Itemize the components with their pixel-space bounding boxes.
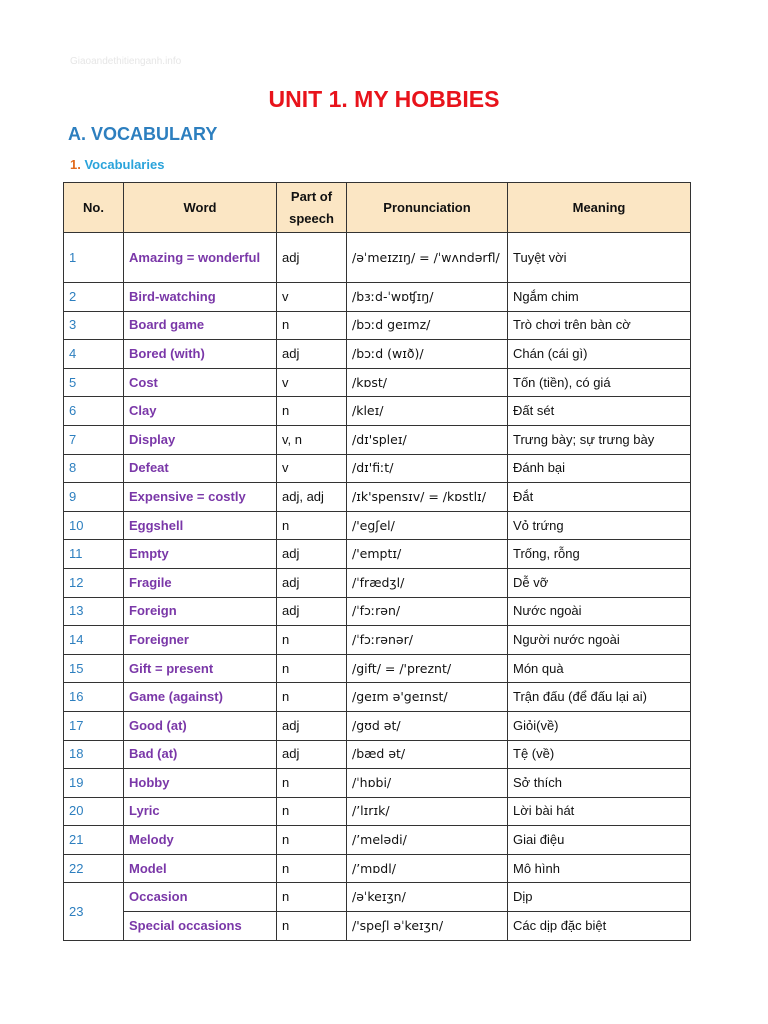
cell-word: Game (against) [124,683,277,712]
cell-pronunciation: /kleɪ/ [347,397,508,426]
table-row [64,483,691,512]
table-row [64,368,691,397]
cell-part-of-speech: adj [277,340,347,369]
vocabulary-table [63,182,691,941]
cell-no: 22 [64,854,124,883]
cell-word: Display [124,425,277,454]
cell-word: Lyric [124,797,277,826]
cell-word: Fragile [124,568,277,597]
table-row [64,826,691,855]
cell-pronunciation: /dɪ'fiːt/ [347,454,508,483]
cell-meaning: Tuyệt vời [508,233,691,283]
cell-part-of-speech: v [277,454,347,483]
table-row [64,283,691,312]
table-row [64,311,691,340]
cell-pronunciation: /'speʃl əˈkeɪʒn/ [347,912,508,941]
cell-word: Good (at) [124,711,277,740]
cell-pronunciation: /ɪk'spensɪv/ = /kɒstlɪ/ [347,483,508,512]
cell-word: Expensive = costly [124,483,277,512]
cell-pronunciation: /ˈfɔːrən/ [347,597,508,626]
cell-pronunciation: /əˈmeɪzɪŋ/ = /ˈwʌndərfl/ [347,233,508,283]
cell-part-of-speech: n [277,826,347,855]
cell-no: 1 [64,233,124,283]
cell-word: Melody [124,826,277,855]
cell-no: 14 [64,626,124,655]
header-part-of-speech: Part of speech [277,183,347,233]
cell-part-of-speech: v, n [277,425,347,454]
cell-no: 12 [64,568,124,597]
header-word: Word [124,183,277,233]
cell-part-of-speech: n [277,912,347,941]
cell-pronunciation: /kɒst/ [347,368,508,397]
cell-word: Defeat [124,454,277,483]
cell-part-of-speech: n [277,397,347,426]
table-row [64,912,691,941]
cell-meaning: Giai điệu [508,826,691,855]
cell-pronunciation: /əˈkeɪʒn/ [347,883,508,912]
table-row [64,425,691,454]
cell-word: Bad (at) [124,740,277,769]
cell-pronunciation: /gʊd ət/ [347,711,508,740]
cell-part-of-speech: n [277,769,347,798]
cell-word: Foreign [124,597,277,626]
cell-part-of-speech: n [277,311,347,340]
cell-meaning: Món quà [508,654,691,683]
subsection-heading [70,157,164,172]
cell-part-of-speech: adj [277,597,347,626]
cell-pronunciation: /’lɪrɪk/ [347,797,508,826]
subsection-label: Vocabularies [84,157,165,172]
table-row [64,883,691,912]
cell-pronunciation: /ˈfrædʒl/ [347,568,508,597]
cell-no: 18 [64,740,124,769]
cell-word: Eggshell [124,511,277,540]
cell-part-of-speech: n [277,654,347,683]
table-row [64,597,691,626]
subsection-number: 1. [70,157,81,172]
cell-no: 3 [64,311,124,340]
cell-meaning: Đất sét [508,397,691,426]
table-row [64,340,691,369]
cell-meaning: Các dịp đặc biệt [508,912,691,941]
cell-word: Board game [124,311,277,340]
cell-part-of-speech: v [277,283,347,312]
cell-part-of-speech: n [277,797,347,826]
cell-pronunciation: /ˈfɔːrənər/ [347,626,508,655]
cell-no: 20 [64,797,124,826]
cell-meaning: Tệ (về) [508,740,691,769]
table-row [64,540,691,569]
table-row [64,511,691,540]
cell-meaning: Dễ vỡ [508,568,691,597]
table-row [64,683,691,712]
table-row [64,711,691,740]
cell-meaning: Trưng bày; sự trưng bày [508,425,691,454]
cell-word: Empty [124,540,277,569]
cell-meaning: Tốn (tiền), có giá [508,368,691,397]
cell-meaning: Người nước ngoài [508,626,691,655]
cell-meaning: Trận đấu (để đấu lại ai) [508,683,691,712]
cell-part-of-speech: adj, adj [277,483,347,512]
cell-part-of-speech: n [277,626,347,655]
cell-meaning: Lời bài hát [508,797,691,826]
table-header-row [64,183,691,233]
cell-no: 10 [64,511,124,540]
cell-no: 17 [64,711,124,740]
cell-pronunciation: /bɔːd geɪmz/ [347,311,508,340]
cell-word: Foreigner [124,626,277,655]
watermark-text: Giaoandethitienganh.info [70,56,182,67]
page-title: UNIT 1. MY HOBBIES [268,86,500,112]
cell-no: 7 [64,425,124,454]
cell-part-of-speech: n [277,683,347,712]
header-meaning: Meaning [508,183,691,233]
table-row [64,797,691,826]
cell-word: Special occasions [124,912,277,941]
cell-pronunciation: /’mɒdl/ [347,854,508,883]
cell-no: 16 [64,683,124,712]
table-row [64,769,691,798]
cell-meaning: Đắt [508,483,691,512]
table-row [64,626,691,655]
cell-part-of-speech: adj [277,711,347,740]
table-row [64,568,691,597]
cell-no: 5 [64,368,124,397]
table-row [64,654,691,683]
cell-no: 2 [64,283,124,312]
table-row [64,740,691,769]
cell-word: Clay [124,397,277,426]
cell-no: 13 [64,597,124,626]
cell-no: 15 [64,654,124,683]
table-row [64,454,691,483]
cell-meaning: Trò chơi trên bàn cờ [508,311,691,340]
table-row [64,854,691,883]
cell-part-of-speech: adj [277,233,347,283]
cell-meaning: Dịp [508,883,691,912]
cell-no: 11 [64,540,124,569]
cell-word: Bird-watching [124,283,277,312]
cell-pronunciation: /ˈhɒbi/ [347,769,508,798]
cell-part-of-speech: adj [277,568,347,597]
cell-word: Model [124,854,277,883]
cell-no: 4 [64,340,124,369]
cell-word: Occasion [124,883,277,912]
cell-no: 23 [64,883,124,940]
cell-part-of-speech: adj [277,540,347,569]
cell-pronunciation: /geɪm ə'geɪnst/ [347,683,508,712]
cell-part-of-speech: v [277,368,347,397]
cell-no: 9 [64,483,124,512]
cell-pronunciation: /bæd ət/ [347,740,508,769]
cell-pronunciation: /’melədi/ [347,826,508,855]
cell-meaning: Trống, rỗng [508,540,691,569]
cell-pronunciation: /'emptɪ/ [347,540,508,569]
cell-pronunciation: /bɔːd (wɪð)/ [347,340,508,369]
cell-no: 8 [64,454,124,483]
header-no: No. [64,183,124,233]
cell-pronunciation: /gift/ = /'preznt/ [347,654,508,683]
cell-word: Cost [124,368,277,397]
cell-no: 6 [64,397,124,426]
cell-meaning: Sở thích [508,769,691,798]
cell-pronunciation: /bɜːd-ˈwɒʧɪŋ/ [347,283,508,312]
cell-no: 21 [64,826,124,855]
cell-meaning: Giỏi(về) [508,711,691,740]
header-pronunciation: Pronunciation [347,183,508,233]
cell-word: Bored (with) [124,340,277,369]
cell-no: 19 [64,769,124,798]
cell-word: Gift = present [124,654,277,683]
cell-meaning: Ngắm chim [508,283,691,312]
cell-meaning: Chán (cái gì) [508,340,691,369]
cell-part-of-speech: n [277,854,347,883]
cell-word: Hobby [124,769,277,798]
cell-word: Amazing = wonderful [124,233,277,283]
cell-part-of-speech: adj [277,740,347,769]
cell-part-of-speech: n [277,511,347,540]
cell-meaning: Mô hình [508,854,691,883]
cell-pronunciation: /'egʃel/ [347,511,508,540]
cell-meaning: Đánh bại [508,454,691,483]
cell-pronunciation: /dɪ'spleɪ/ [347,425,508,454]
cell-part-of-speech: n [277,883,347,912]
cell-meaning: Nước ngoài [508,597,691,626]
cell-meaning: Vỏ trứng [508,511,691,540]
table-row [64,233,691,283]
section-heading: A. VOCABULARY [68,124,218,144]
table-row [64,397,691,426]
